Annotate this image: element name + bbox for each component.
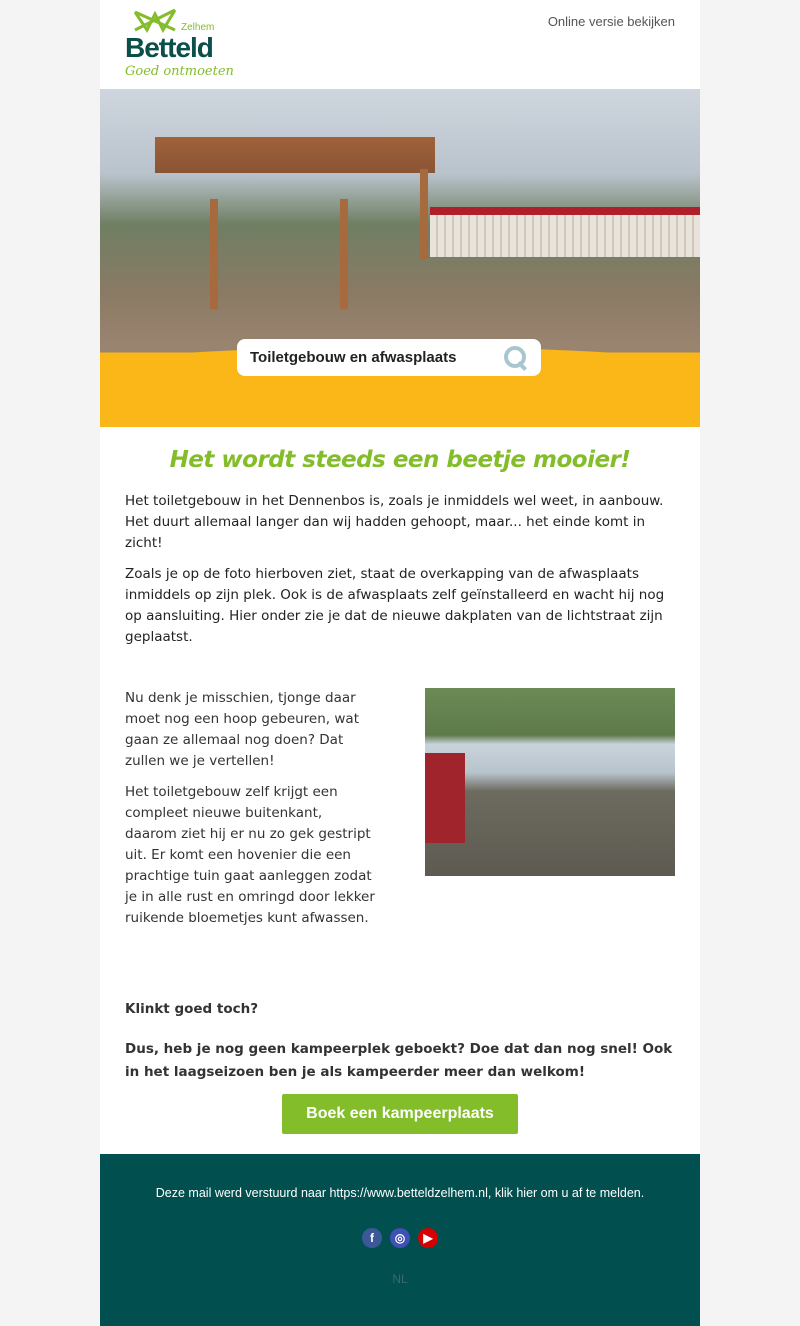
paragraph: Nu denk je misschien, tjonge daar moet nog een hoop gebeuren, wat gaan ze allemaal nog doen? Dat zullen we je vertellen! — [125, 690, 359, 769]
language-label[interactable]: NL — [392, 1272, 408, 1286]
paragraph: Klinkt goed toch? — [125, 1001, 259, 1017]
footer — [100, 1154, 700, 1326]
paragraph: Het toiletgebouw zelf krijgt een compleet nieuwe buitenkant, daarom ziet hij er nu zo gek gestript uit. Er komt een hovenier die een prachtige tuin gaat aanleggen zodat je in alle rust en omringd door lekker ruikende bloemetjes kunt afwassen. — [125, 784, 375, 926]
paragraph: Het toiletgebouw in het Dennenbos is, zoals je inmiddels wel weet, in aanbouw. Het duurt allemaal langer dan wij hadden gehoopt, maar... het einde komt in zicht! — [125, 493, 664, 551]
logo-tagline: Goed ontmoeten — [125, 64, 234, 79]
roof-photo — [425, 688, 675, 876]
shelter-post — [210, 199, 218, 309]
email-container — [100, 0, 700, 1326]
paragraph: Dus, heb je nog geen kampeerplek geboekt? Doe dat dan nog snel! Ook in het laagseizoen ben je als kampeerder meer dan welkom! — [125, 1041, 673, 1080]
hero-caption: Toiletgebouw en afwasplaats — [250, 349, 457, 366]
logo[interactable] — [125, 8, 235, 82]
two-column-section — [125, 688, 675, 939]
social-links — [100, 1228, 700, 1248]
logo-name: Betteld — [125, 32, 213, 63]
online-version-link[interactable]: Online versie bekijken — [547, 14, 675, 29]
paragraph: Zoals je op de foto hierboven ziet, staat de overkapping van de afwasplaats inmiddels op zijn plek. Ook is de afwasplaats zelf geïnstalleerd en wacht hij nog op aansluiting. Hier onder zie je dat de nieuwe dakplaten van de lichtstraat zijn geplaatst. — [125, 566, 665, 645]
search-icon — [504, 346, 528, 370]
book-campsite-button[interactable]: Boek een kampeerplaats — [282, 1094, 518, 1134]
building-photo — [430, 207, 700, 257]
logo-mark-icon — [133, 8, 177, 34]
header — [100, 0, 700, 89]
unsubscribe-message[interactable]: Deze mail werd verstuurd naar https://www.betteldzelhem.nl, klik hier om u af te melden. — [155, 1186, 645, 1200]
hero-caption-box[interactable] — [237, 339, 541, 376]
hero-image — [100, 89, 700, 427]
shelter-photo — [155, 137, 435, 317]
facebook-icon[interactable]: f — [362, 1228, 382, 1248]
instagram-icon[interactable]: ◎ — [390, 1228, 410, 1248]
logo-location: Zelhem — [181, 22, 215, 33]
youtube-icon[interactable]: ▶ — [418, 1228, 438, 1248]
shelter-post — [420, 169, 428, 259]
article — [100, 427, 700, 1154]
article-title: Het wordt steeds een beetje mooier! — [169, 447, 631, 473]
shelter-post — [340, 199, 348, 309]
